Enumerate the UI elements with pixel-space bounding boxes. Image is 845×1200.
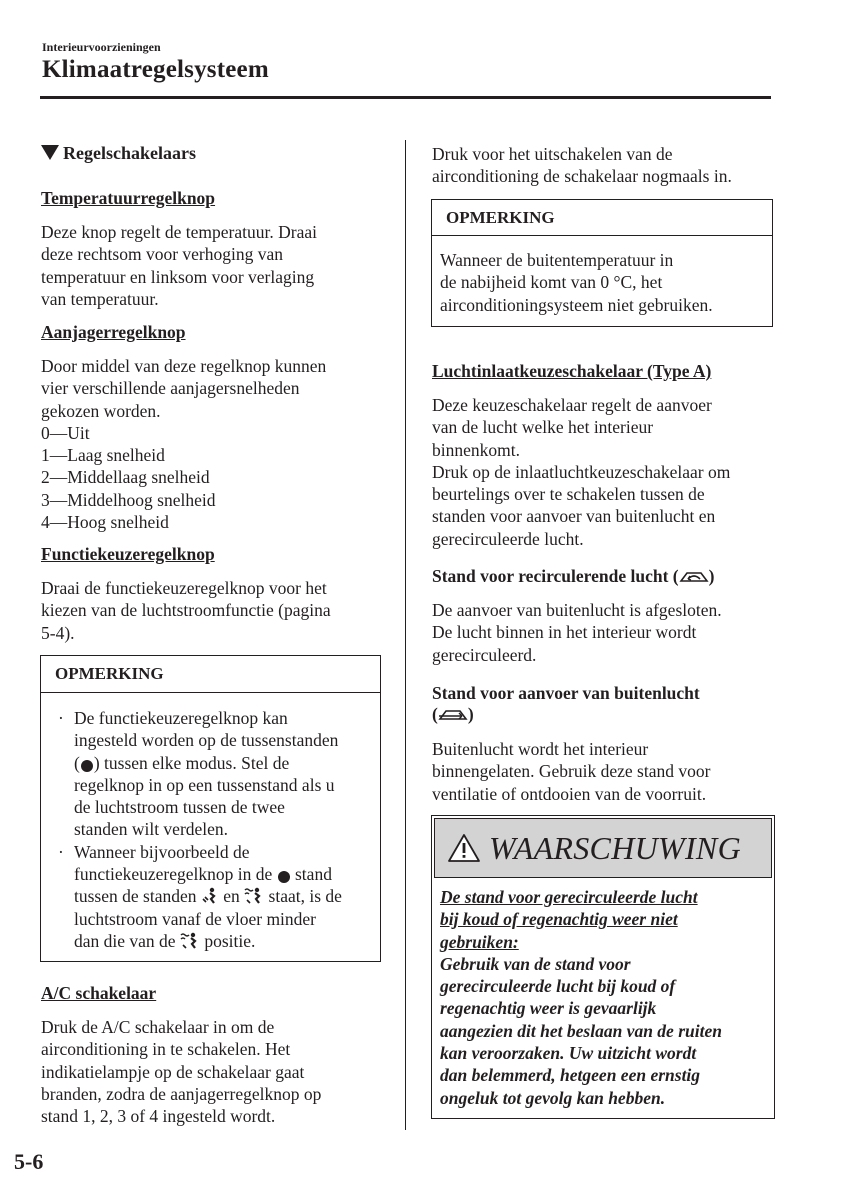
air-inlet-heading: Luchtinlaatkeuzeschakelaar (Type A)	[432, 361, 712, 381]
temp-knob-heading: Temperatuurregelknop	[41, 188, 216, 208]
fan-speed-4: 4—Hoog snelheid	[41, 512, 169, 533]
ac-off-text: Druk voor het uitschakelen van de airconditioning de schakelaar nogmaals in.	[432, 144, 732, 187]
warning-triangle-icon	[447, 833, 481, 863]
fresh-air-mode-text: Buitenlucht wordt het interieur binnengelaten. Gebruik deze stand voor ventilatie of ontdooien van de voorruit.	[432, 739, 711, 804]
recirculate-air-icon	[679, 569, 709, 585]
page-number: 5-6	[14, 1149, 44, 1174]
note-title: OPMERKING	[41, 656, 380, 693]
fan-speed-2: 2—Middellaag snelheid	[41, 467, 210, 488]
ac-switch-text: Druk de A/C schakelaar in om de airconditioning in te schakelen. Het indikatielampje op de schakelaar gaat branden, zodra de aanjagerregelknop op stand 1, 2, 3 of 4 ingesteld wordt.	[41, 1017, 322, 1127]
section-label: Interieurvoorzieningen	[42, 40, 161, 54]
filled-dot-icon	[80, 758, 94, 772]
note-title: OPMERKING	[432, 200, 772, 236]
title-rule	[40, 96, 771, 99]
temp-knob-text: Deze knop regelt de temperatuur. Draai deze rechtsom voor verhoging van temperatuur en linksom voor verlaging van temperatuur.	[41, 222, 317, 309]
triangle-down-icon	[41, 145, 59, 160]
page-title: Klimaatregelsysteem	[42, 56, 269, 83]
floor-mode-icon	[201, 887, 219, 905]
fan-speed-1: 1—Laag snelheid	[41, 445, 165, 466]
air-inlet-text: Deze keuzeschakelaar regelt de aanvoer van de lucht welke het interieur binnenkomt. Druk op de inlaatluchtkeuzeschakelaar om beurtelings over te schakelen tussen de standen voor aanvoer van buitenlucht en gerecirculeerde lucht.	[432, 395, 731, 549]
fan-knob-text: Door middel van deze regelknop kunnen vier verschillende aanjagersnelheden gekozen worden. 0—Uit 1—Laag snelheid 2—Middellaag snelheid 3—Middelhoog snelheid 4—Hoog snelheid	[41, 355, 381, 533]
floor-defrost-mode-icon	[180, 932, 200, 950]
note-box	[40, 655, 381, 962]
note-bullet-2: · Wanneer bijvoorbeeld de functiekeuzeregelknop in de stand tussen de standen en staat, is de luchtstroom vanaf de vloer minder dan die van de positie.	[58, 841, 342, 951]
ac-switch-heading: A/C schakelaar	[41, 983, 157, 1003]
section-heading: Regelschakelaars	[41, 142, 381, 164]
note-bullet-1: · De functiekeuzeregelknop kan ingesteld worden op de tussenstanden ( ) tussen elke modus. Stel de regelknop in op een tussenstand als u de luchtstroom tussen de twee standen wilt verdelen.	[58, 708, 339, 840]
fan-speed-0: 0—Uit	[41, 422, 90, 443]
note-box-right: OPMERKING Wanneer de buitentemperatuur in de nabijheid komt van 0 °C, het airconditioningsysteem niet gebruiken.	[431, 199, 773, 327]
function-knob-heading: Functiekeuzeregelknop	[41, 544, 215, 564]
column-divider	[405, 140, 406, 1130]
filled-dot-icon	[277, 869, 291, 883]
warning-text: De stand voor gerecirculeerde lucht bij koud of regenachtig weer niet gebruiken: Gebruik van de stand voor gerecirculeerde lucht bij koud of regenachtig weer is gevaarlijk aangezien dit het beslaan van de ruiten kan veroorzaken. Uw uitzicht wordt dan belemmerd, hetgeen een ernstig ongeluk tot gevolg kan hebben.	[440, 887, 722, 1108]
warning-header	[434, 818, 772, 878]
warning-title: WAARSCHUWING	[489, 829, 741, 866]
fan-knob-heading: Aanjagerregelknop	[41, 322, 186, 342]
fan-speed-3: 3—Middelhoog snelheid	[41, 489, 216, 510]
recirc-mode-text: De aanvoer van buitenlucht is afgesloten. De lucht binnen in het interieur wordt gerecirculeerd.	[432, 600, 722, 665]
warning-box	[431, 815, 775, 1119]
floor-defrost-mode-icon	[244, 887, 264, 905]
recirc-mode-heading: Stand voor recirculerende lucht ( )	[432, 566, 715, 586]
fresh-air-mode-heading: Stand voor aanvoer van buitenlucht ( )	[432, 683, 700, 724]
function-knob-text: Draai de functiekeuzeregelknop voor het kiezen van de luchtstroomfunctie (pagina 5-4).	[41, 578, 331, 643]
left-column	[41, 142, 381, 164]
fresh-air-icon	[438, 707, 468, 723]
